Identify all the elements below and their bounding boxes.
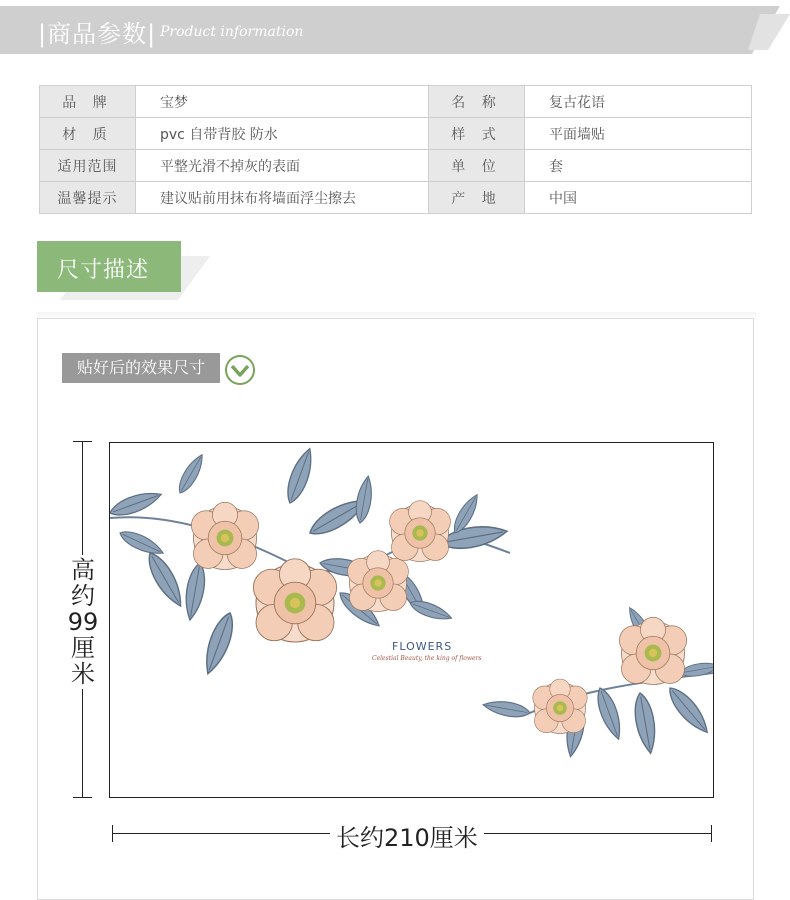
param-key: 适用范围 bbox=[40, 150, 136, 182]
section-title: 尺寸描述 bbox=[57, 258, 150, 283]
param-key: 品 牌 bbox=[40, 86, 136, 118]
banner-title: |商品参数| bbox=[38, 20, 157, 48]
param-key: 材 质 bbox=[40, 118, 136, 150]
product-params-table bbox=[39, 85, 752, 214]
param-key: 产 地 bbox=[429, 182, 525, 214]
param-value: 复古花语 bbox=[525, 86, 752, 118]
height-label: 高约99厘米 bbox=[67, 556, 99, 688]
width-dimension-cap bbox=[112, 825, 113, 842]
param-value: 套 bbox=[525, 150, 752, 182]
param-value: 平整光滑不掉灰的表面 bbox=[136, 150, 429, 182]
artwork-title: FLOWERS bbox=[392, 640, 453, 653]
param-key: 温馨提示 bbox=[40, 182, 136, 214]
height-dimension-cap bbox=[73, 797, 92, 798]
wall-sticker-preview bbox=[109, 442, 714, 798]
header-banner bbox=[0, 6, 790, 54]
param-key: 样 式 bbox=[429, 118, 525, 150]
floral-artwork bbox=[110, 443, 713, 797]
param-value: 宝梦 bbox=[136, 86, 429, 118]
table-row bbox=[40, 86, 752, 118]
artwork-subtitle: Celestial Beauty, the king of flowers bbox=[372, 655, 482, 662]
param-value: pvc 自带背胶 防水 bbox=[136, 118, 429, 150]
size-tag: 贴好后的效果尺寸 bbox=[62, 353, 220, 383]
param-value: 中国 bbox=[525, 182, 752, 214]
table-row bbox=[40, 118, 752, 150]
param-key: 单 位 bbox=[429, 150, 525, 182]
height-dimension-cap bbox=[73, 441, 92, 442]
table-row bbox=[40, 182, 752, 214]
chevron-down-circle-icon bbox=[224, 354, 256, 386]
banner-subtitle: Product information bbox=[160, 24, 304, 40]
width-dimension-cap bbox=[711, 825, 712, 842]
param-value: 建议贴前用抹布将墙面浮尘擦去 bbox=[136, 182, 429, 214]
table-row bbox=[40, 150, 752, 182]
param-value: 平面墙贴 bbox=[525, 118, 752, 150]
width-label: 长约210厘米 bbox=[330, 818, 484, 853]
param-key: 名 称 bbox=[429, 86, 525, 118]
